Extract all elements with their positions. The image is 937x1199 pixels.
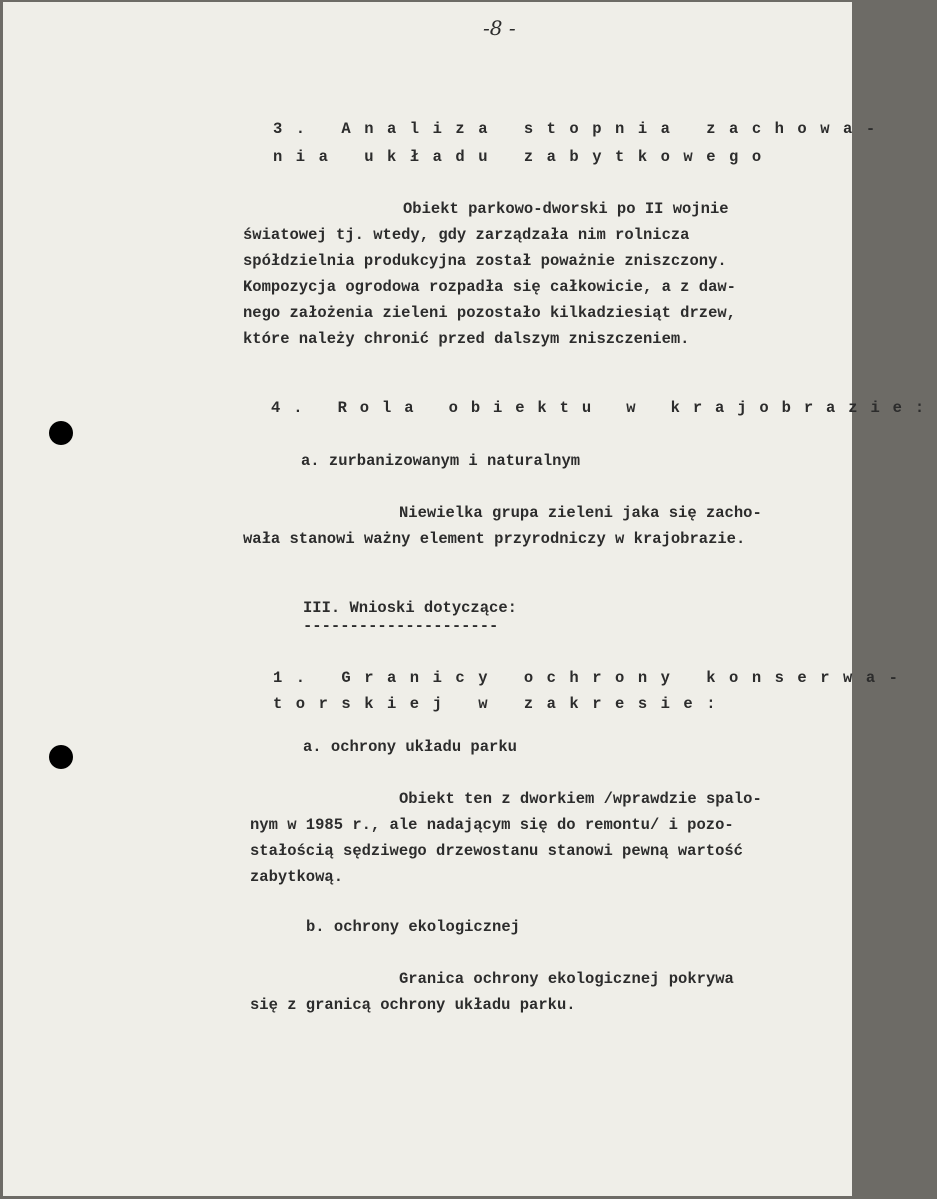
section3-para-line: światowej tj. wtedy, gdy zarządzała nim rolnicza (243, 226, 690, 244)
section3-heading-line2: nia układu zabytkowego (273, 148, 775, 166)
punch-hole (49, 745, 73, 769)
section-iii-1-para-a-line: nym w 1985 r., ale nadającym się do remontu/ i pozo- (250, 816, 734, 834)
page-number: -8 - (483, 16, 516, 40)
section4-para-line: wała stanowi ważny element przyrodniczy w krajobrazie. (243, 530, 746, 548)
document-page (3, 2, 937, 1196)
section3-para-line: które należy chronić przed dalszym zniszczeniem. (243, 330, 690, 348)
section3-para-line: nego założenia zieleni pozostało kilkadziesiąt drzew, (243, 304, 736, 322)
section-iii-1-para-a-line: stałością sędziwego drzewostanu stanowi pewną wartość (250, 842, 743, 860)
section-iii-1-para-a-line: zabytkową. (250, 868, 344, 886)
section-iii-1-sub-a: a. ochrony układu parku (303, 738, 517, 756)
section-iii-1-heading-line1: 1. Granicy ochrony konserwa- (273, 669, 912, 687)
section-iii-1-heading-line2: torskiej w zakresie: (273, 695, 730, 713)
section-iii-1-para-a-line: Obiekt ten z dworkiem /wprawdzie spalo- (399, 790, 762, 808)
section-iii-1-sub-b: b. ochrony ekologicznej (306, 918, 520, 936)
section4-heading: 4. Rola obiektu w krajobrazie: (271, 399, 937, 417)
section-iii-underline: --------------------- (303, 617, 499, 635)
punch-hole (49, 421, 73, 445)
section3-heading-line1: 3. Analiza stopnia zachowa- (273, 120, 889, 138)
section3-para-line: spółdzielnia produkcyjna został poważnie zniszczony. (243, 252, 727, 270)
section4-para-line: Niewielka grupa zieleni jaka się zacho- (399, 504, 762, 522)
section-iii-1-para-b-line: się z granicą ochrony układu parku. (250, 996, 576, 1014)
section-iii-1-para-b-line: Granica ochrony ekologicznej pokrywa (399, 970, 734, 988)
section3-para-line: Obiekt parkowo-dworski po II wojnie (403, 200, 729, 218)
section3-para-line: Kompozycja ogrodowa rozpadła się całkowicie, a z daw- (243, 278, 736, 296)
section4-sub-a: a. zurbanizowanym i naturalnym (301, 452, 581, 470)
section-iii-heading: III. Wnioski dotyczące: (303, 599, 517, 617)
